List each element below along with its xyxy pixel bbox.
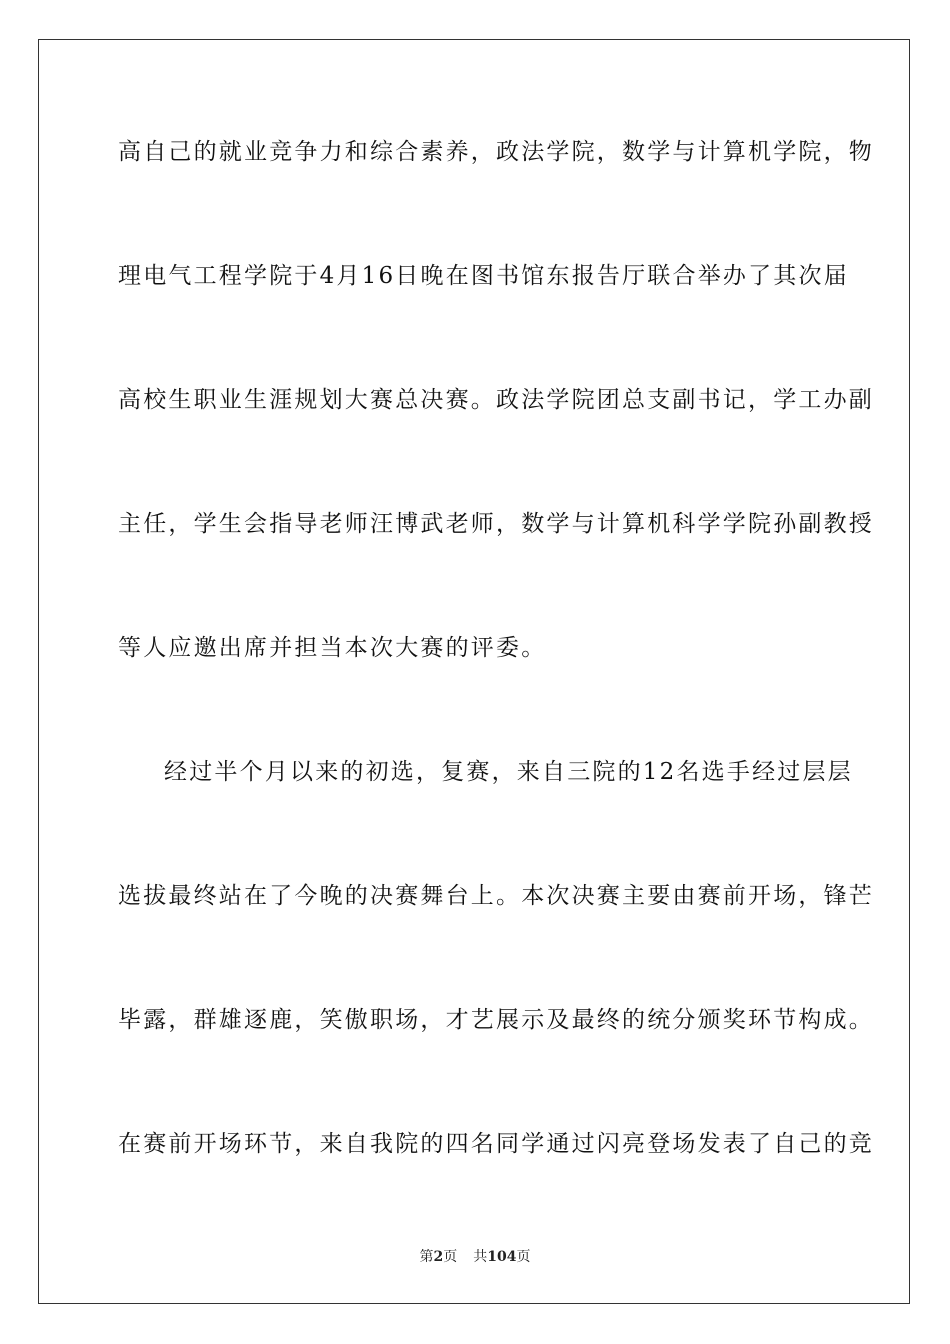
text-line-5: 等人应邀出席并担当本次大赛的评委。 — [118, 635, 547, 661]
page-prefix: 第 — [419, 1249, 434, 1265]
text-line-3: 高校生职业生涯规划大赛总决赛。政法学院团总支副书记，学工办副 — [118, 387, 874, 413]
total-pages: 104 — [487, 1249, 517, 1265]
page-number: 2 — [433, 1249, 444, 1265]
text-line-9: 在赛前开场环节，来自我院的四名同学通过闪亮登场发表了自己的竞 — [118, 1131, 874, 1157]
total-suffix: 页 — [516, 1249, 531, 1265]
page-suffix: 页 — [443, 1249, 458, 1265]
text-line-4: 主任，学生会指导老师汪博武老师，数学与计算机科学学院孙副教授 — [118, 511, 874, 537]
total-prefix: 共 — [473, 1249, 488, 1265]
text-line-7: 选拔最终站在了今晚的决赛舞台上。本次决赛主要由赛前开场，锋芒 — [118, 883, 874, 909]
page-border — [38, 39, 910, 1304]
text-line-2: 理电气工程学院于4月16日晚在图书馆东报告厅联合举办了其次届 — [118, 263, 849, 289]
paragraph-start-line: 经过半个月以来的初选，复赛，来自三院的12名选手经过层层 — [164, 759, 853, 785]
text-line-1: 高自己的就业竞争力和综合素养，政法学院，数学与计算机学院，物 — [118, 139, 874, 165]
text-line-8: 毕露，群雄逐鹿，笑傲职场，才艺展示及最终的统分颁奖环节构成。 — [118, 1007, 874, 1033]
page-footer — [0, 1248, 950, 1266]
